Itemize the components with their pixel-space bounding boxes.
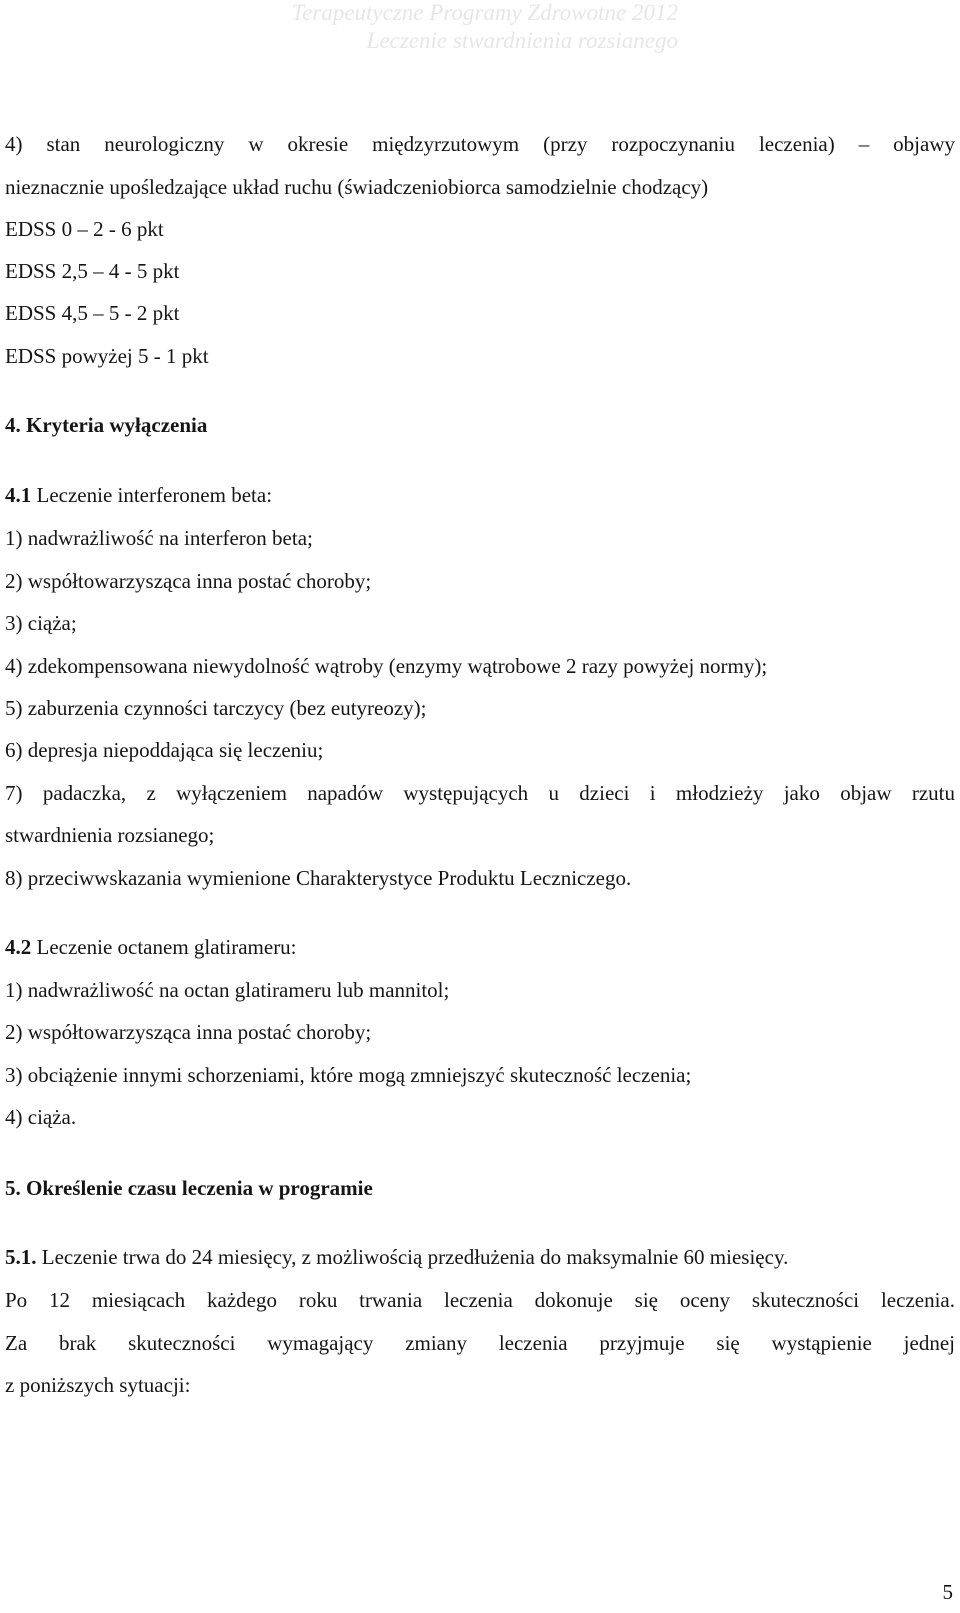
subsection-number: 5.1. [5, 1245, 37, 1269]
paragraph-line [5, 1245, 788, 1269]
list-item: 8) przeciwwskazania wymienione Charakterystyce Produktu Leczniczego. [5, 866, 632, 890]
list-item: 4) zdekompensowana niewydolność wątroby (enzymy wątrobowe 2 razy powyżej normy); [5, 654, 768, 678]
subsection-number: 4.2 [5, 935, 32, 959]
list-item: 4) ciąża. [5, 1105, 77, 1129]
list-item: 2) współtowarzysząca inna postać choroby; [5, 1020, 372, 1044]
list-item: 7) padaczka, z wyłączeniem napadów występujących u dzieci i młodzieży jako objaw rzutu [5, 781, 955, 805]
subsection-title: Leczenie octanem glatirameru: [31, 935, 297, 959]
list-item: 1) nadwrażliwość na interferon beta; [5, 526, 313, 550]
paragraph-line: 4) stan neurologiczny w okresie międzyrzutowym (przy rozpoczynaniu leczenia) – objawy [5, 132, 955, 156]
header-title: Terapeutyczne Programy Zdrowotne 2012 [291, 0, 678, 25]
subsection-heading [5, 483, 272, 507]
edss-line: EDSS 4,5 – 5 - 2 pkt [5, 301, 180, 325]
page-number: 5 [942, 1580, 953, 1604]
paragraph-text: Leczenie trwa do 24 miesięcy, z możliwością przedłużenia do maksymalnie 60 miesięcy. [36, 1245, 789, 1269]
list-item: 6) depresja niepoddająca się leczeniu; [5, 738, 324, 762]
list-item-continuation: stwardnienia rozsianego; [5, 823, 215, 847]
paragraph-line: Za brak skuteczności wymagający zmiany leczenia przyjmuje się wystąpienie jednej [5, 1331, 955, 1355]
section-heading: 5. Określenie czasu leczenia w programie [5, 1176, 373, 1200]
list-item: 1) nadwrażliwość na octan glatirameru lub mannitol; [5, 978, 450, 1002]
list-item: 2) współtowarzysząca inna postać choroby; [5, 569, 372, 593]
paragraph-line: z poniższych sytuacji: [5, 1373, 191, 1397]
edss-line: EDSS 2,5 – 4 - 5 pkt [5, 259, 180, 283]
header-subtitle: Leczenie stwardnienia rozsianego [366, 28, 678, 53]
edss-line: EDSS 0 – 2 - 6 pkt [5, 217, 164, 241]
section-heading: 4. Kryteria wyłączenia [5, 413, 208, 437]
edss-line: EDSS powyżej 5 - 1 pkt [5, 344, 209, 368]
subsection-number: 4.1 [5, 483, 32, 507]
list-item: 5) zaburzenia czynności tarczycy (bez eutyreozy); [5, 696, 427, 720]
subsection-heading [5, 935, 297, 959]
list-item: 3) ciąża; [5, 611, 77, 635]
paragraph-line: nieznacznie upośledzające układ ruchu (świadczeniobiorca samodzielnie chodzący) [5, 175, 709, 199]
subsection-title: Leczenie interferonem beta: [31, 483, 273, 507]
paragraph-line: Po 12 miesiącach każdego roku trwania leczenia dokonuje się oceny skuteczności leczenia. [5, 1288, 955, 1312]
list-item: 3) obciążenie innymi schorzeniami, które mogą zmniejszyć skuteczność leczenia; [5, 1063, 692, 1087]
